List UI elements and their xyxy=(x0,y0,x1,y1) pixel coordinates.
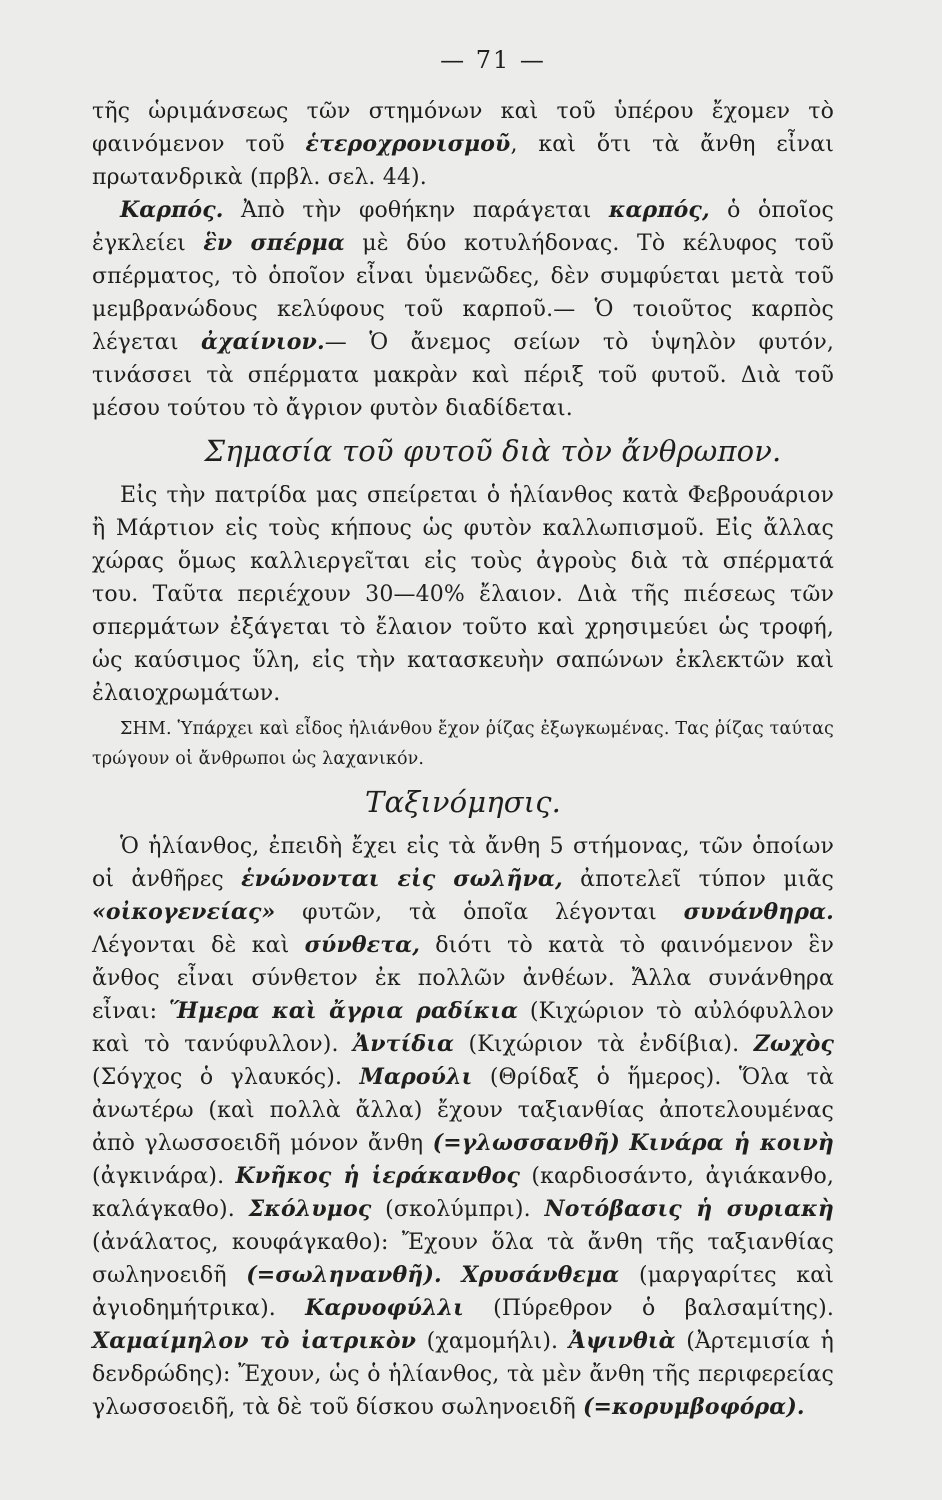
bold-term: (=γλωσσανθῆ) xyxy=(432,1130,620,1156)
text: (σκολύμπρι). xyxy=(371,1197,545,1222)
bold-term: Κνῆκος ἡ ἱεράκανθος xyxy=(235,1163,521,1189)
text: (ἀνάλατος, κουφάγκαθο): Ἔχουν ὅλα τὰ ἄνθη τῆς ταξιανθίας σωληνοειδῆ xyxy=(92,1230,834,1288)
text: διότι τὸ κατὰ τὸ φαινόμενον ἓν ἄνθος εἶναι σύνθετον ἐκ πολλῶν ἀνθέων. Ἄλλα συνάνθηρα εἶναι: xyxy=(92,933,834,1024)
paragraph-intro xyxy=(92,95,834,194)
text: — Ὁ ἄνεμος σείων τὸ ὑψηλὸν φυτόν, τινάσσει τὰ σπέρματα μακρὰν καὶ πέριξ τοῦ φυτοῦ. Διὰ τοῦ μέσου τούτου τὸ ἄγριον φυτὸν διαδίδεται. xyxy=(92,330,834,421)
bold-term: Σκόλυμος xyxy=(248,1196,372,1222)
paragraph-classification xyxy=(92,830,834,1424)
text: μὲ δύο κοτυλήδονας. Τὸ κέλυφος τοῦ σπέρματος, τὸ ὁποῖον εἶναι ὑμενῶδες, δὲν συμφύεται μετὰ τοῦ μεμβρανώδους κελύφους τοῦ καρποῦ.— Ὁ τοιοῦτος καρπὸς λέγεται xyxy=(92,231,834,355)
bold-term: Ἥμερα καὶ ἄγρια ραδίκια xyxy=(169,998,519,1024)
bold-term: ἓν σπέρμα xyxy=(203,230,345,256)
text: (χαμομήλι). xyxy=(416,1329,569,1354)
bold-term: Ζωχὸς xyxy=(753,1031,834,1057)
text: (Πύρεθρον ὁ βαλσαμίτης). xyxy=(463,1296,835,1321)
bold-term: Χρυσάνθεμα xyxy=(461,1262,620,1288)
section-heading-classification: Ταξινόμησις. xyxy=(364,785,561,819)
bold-term: συνάνθηρα. xyxy=(683,899,834,925)
text: Ἀπὸ τὴν φοθήκην παράγεται xyxy=(223,198,609,223)
text: (μαργαρίτες καὶ ἀγιοδημήτρικα). xyxy=(92,1263,834,1321)
bold-term: (=κορυμβοφόρα). xyxy=(583,1394,805,1420)
bold-term: «οἰκογενείας» xyxy=(92,899,276,925)
section-heading-significance: Σημασία τοῦ φυτοῦ διὰ τὸν ἄνθρωπον. xyxy=(204,434,782,468)
bold-term: Νοτόβασις ἡ συριακὴ xyxy=(544,1196,834,1222)
text: ὁ ὁποῖος ἐγκλείει xyxy=(92,198,834,256)
bold-term: Καρπός. xyxy=(120,197,224,223)
bold-term: Μαρούλι xyxy=(359,1064,473,1090)
text: Ὁ ἡλίανθος, ἐπειδὴ ἔχει εἰς τὰ ἄνθη 5 στήμονας, τῶν ὁποίων οἱ ἀνθῆρες xyxy=(92,834,834,892)
text: ἀποτελεῖ τύπον μιᾶς xyxy=(562,867,834,892)
text: (Σόγχος ὁ γλαυκός). xyxy=(92,1065,360,1090)
text: (Θρίδαξ ὁ ἥμερος). Ὅλα τὰ ἀνωτέρω (καὶ πολλὰ ἄλλα) ἔχουν ταξιανθίας ἀποτελουμένας ἀπὸ γλωσσοειδῆ μόνον ἄνθη xyxy=(92,1065,834,1156)
text: (Κιχώριον τὸ αὐλόφυλλον καὶ τὸ τανύφυλλον). xyxy=(92,999,834,1057)
paragraph-fruit xyxy=(92,194,834,425)
text: φυτῶν, τὰ ὁποῖα λέγονται xyxy=(275,900,684,925)
bold-term: Χαμαίμηλον τὸ ἰατρικὸν xyxy=(92,1328,417,1354)
text: , καὶ ὅτι τὰ ἄνθη εἶναι πρωτανδρικὰ (πρβλ. σελ. 44). xyxy=(92,132,834,190)
paragraph-significance: Εἰς τὴν πατρίδα μας σπείρεται ὁ ἡλίανθος κατὰ Φεβρουάριον ἢ Μάρτιον εἰς τοὺς κήπους ὡς φυτὸν καλλωπισμοῦ. Εἰς ἄλλας χώρας ὅμως καλλιεργεῖται εἰς τοὺς ἀγροὺς διὰ τὰ σπέρματά του. Ταῦτα περιέχουν 30—40% ἔλαιον. Διὰ τῆς πιέσεως τῶν σπερμάτων ἐξάγεται τὸ ἔλαιον τοῦτο καὶ χρησιμεύει ὡς τροφή, ὡς καύσιμος ὕλη, εἰς τὴν κατασκευὴν σαπώνων ἐκλεκτῶν καὶ ἐλαιοχρωμάτων. xyxy=(92,483,834,706)
page-number: — 71 — xyxy=(440,46,546,74)
text xyxy=(620,1131,629,1156)
text: (Κιχώριον τὰ ἐνδίβια). xyxy=(454,1032,754,1057)
text: (Ἀρτεμισία ἡ δενδρώδης): Ἔχουν, ὡς ὁ ἡλίανθος, τὰ μὲν ἄνθη τῆς περιφερείας γλωσσοειδῆ, τὰ δὲ τοῦ δίσκου σωληνοειδῆ xyxy=(92,1329,834,1420)
text: Λέγονται δὲ καὶ xyxy=(92,933,305,958)
bold-term: Ἀντίδια xyxy=(353,1031,455,1057)
text: τῆς ὡριμάνσεως τῶν στημόνων καὶ τοῦ ὑπέρου ἔχομεν τὸ φαινόμενον τοῦ xyxy=(92,99,834,157)
bold-term: καρπός, xyxy=(608,197,710,223)
bold-term: (=σωληνανθῆ). xyxy=(246,1262,442,1288)
bold-term: σύνθετα, xyxy=(304,932,421,958)
bold-term: ἀχαίνιον. xyxy=(200,329,325,355)
bold-term: Κινάρα ἡ κοινὴ xyxy=(629,1130,834,1156)
text: (καρδιοσάντο, ἀγιάκανθο, καλάγκαθο). xyxy=(92,1164,834,1222)
bold-term: Ἀψινθιὰ xyxy=(568,1328,676,1354)
text xyxy=(442,1263,462,1288)
bold-term: ἑτεροχρονισμοῦ xyxy=(305,131,511,157)
text: (ἀγκινάρα). xyxy=(92,1164,236,1189)
bold-term: Καρυοφύλλι xyxy=(305,1295,464,1321)
note-paragraph: ΣΗΜ. Ὑπάρχει καὶ εἶδος ἡλιάνθου ἔχον ῥίζας ἐξωγκωμένας. Τας ῥίζας ταύτας τρώγουν οἱ ἄνθρωποι ὡς λαχανικόν. xyxy=(92,719,834,769)
bold-term: ἑνώνονται εἰς σωλῆνα, xyxy=(241,866,563,892)
